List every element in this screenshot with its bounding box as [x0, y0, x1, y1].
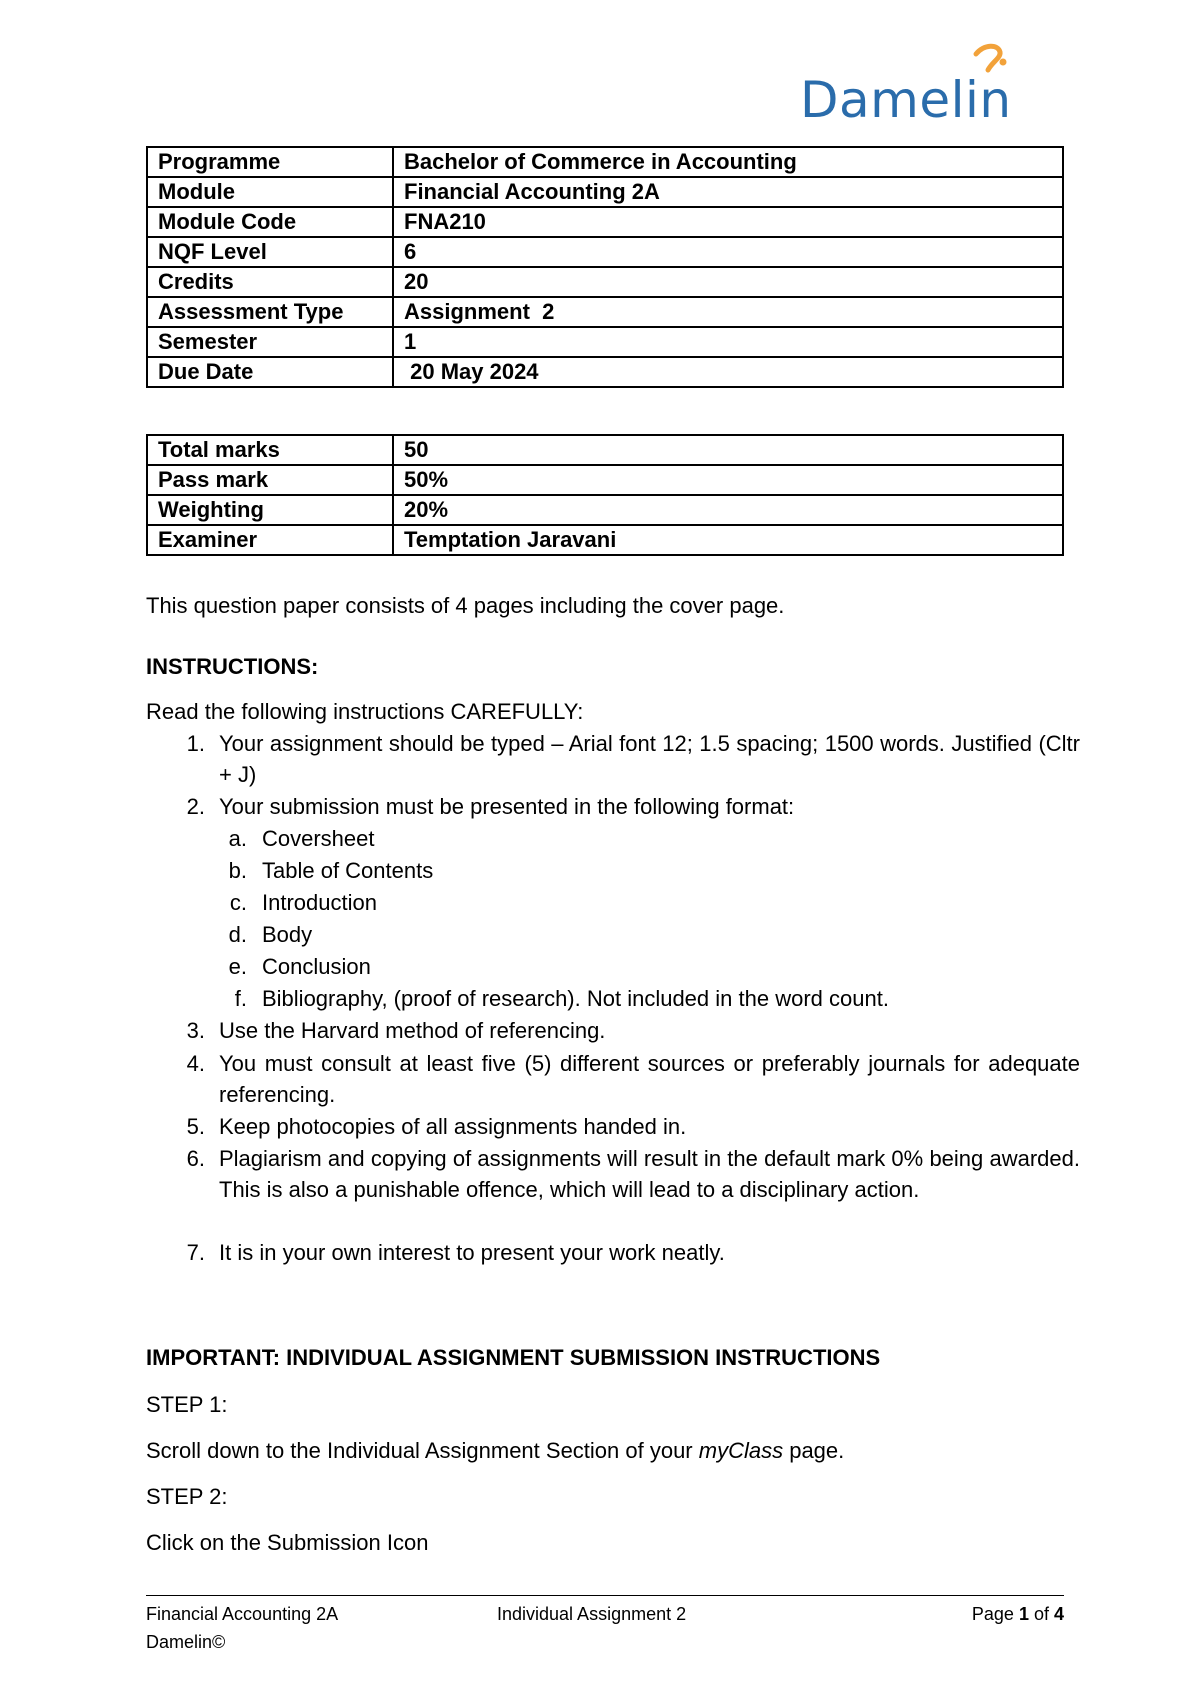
step-1-text: [146, 1436, 844, 1466]
table-row: [147, 237, 1063, 267]
table-value: Financial Accounting 2A: [393, 177, 1063, 207]
table-key: Programme: [147, 147, 393, 177]
submission-heading: IMPORTANT: INDIVIDUAL ASSIGNMENT SUBMISSION INSTRUCTIONS: [146, 1345, 881, 1370]
table-value: 20: [393, 267, 1063, 297]
table-value: Bachelor of Commerce in Accounting: [393, 147, 1063, 177]
table-row: [147, 207, 1063, 237]
step-1-label: STEP 1:: [146, 1392, 228, 1417]
list-item: It is in your own interest to present your work neatly.: [219, 1240, 725, 1265]
sub-list-item: Introduction: [262, 890, 377, 915]
table-value: 20 May 2024: [393, 357, 1063, 387]
sub-list-letter: b.: [228, 858, 247, 883]
table-value: FNA210: [393, 207, 1063, 237]
list-item: Your assignment should be typed – Arial font 12; 1.5 spacing; 1500 words. Justified (Cltr + J): [219, 731, 1080, 787]
table-value: 6: [393, 237, 1063, 267]
step-1-text-end: page.: [783, 1438, 845, 1463]
list-number: 1.: [186, 731, 205, 756]
table-value: 1: [393, 327, 1063, 357]
table-key: Credits: [147, 267, 393, 297]
table-key: Module: [147, 177, 393, 207]
myclass-term: myClass: [698, 1438, 784, 1463]
step-1-text-start: Scroll down to the Individual Assignment Section of your: [146, 1438, 699, 1463]
table-value: 20%: [393, 495, 1063, 525]
table-key: Module Code: [147, 207, 393, 237]
page-total: 4: [1053, 1604, 1064, 1624]
table-value: 50%: [393, 465, 1063, 495]
sub-list-item: Body: [262, 922, 313, 947]
table-row: [147, 267, 1063, 297]
table-key: Semester: [147, 327, 393, 357]
list-number: 4.: [186, 1051, 205, 1076]
sub-list-item: Table of Contents: [262, 858, 434, 883]
instructions-heading: INSTRUCTIONS:: [146, 654, 319, 679]
list-item: Your submission must be presented in the following format:: [219, 794, 795, 819]
marks-table: [146, 434, 1064, 556]
footer-assignment: Individual Assignment 2: [497, 1604, 687, 1624]
table-key: NQF Level: [147, 237, 393, 267]
list-item: Plagiarism and copying of assignments will result in the default mark 0% being awarded. This is also a punishable offence, which will lead to a disciplinary action.: [219, 1146, 1080, 1202]
table-key: Assessment Type: [147, 297, 393, 327]
table-key: Due Date: [147, 357, 393, 387]
footer-copyright: Damelin©: [146, 1632, 226, 1652]
sub-list-letter: d.: [228, 922, 247, 947]
page-current: 1: [1018, 1604, 1029, 1624]
page-prefix: Page: [971, 1604, 1019, 1624]
list-number: 2.: [186, 794, 205, 819]
table-row: [147, 495, 1063, 525]
step-2-label: STEP 2:: [146, 1484, 228, 1509]
table-key: Examiner: [147, 525, 393, 555]
sub-list-letter: e.: [228, 954, 247, 979]
table-key: Weighting: [147, 495, 393, 525]
sub-list-item: Coversheet: [262, 826, 375, 851]
module-info-table: [146, 146, 1064, 388]
footer-divider: [146, 1595, 1064, 1596]
list-item: Use the Harvard method of referencing.: [219, 1018, 606, 1043]
damelin-logo: [800, 40, 1040, 130]
sub-list-item: Bibliography, (proof of research). Not included in the word count.: [262, 986, 889, 1011]
table-value: Assignment 2: [393, 297, 1063, 327]
table-row: [147, 327, 1063, 357]
table-row: [147, 177, 1063, 207]
table-row: [147, 297, 1063, 327]
table-row: [147, 435, 1063, 465]
step-2-text: Click on the Submission Icon: [146, 1530, 429, 1555]
table-row: [147, 147, 1063, 177]
table-row: [147, 357, 1063, 387]
table-value: Temptation Jaravani: [393, 525, 1063, 555]
page-of: of: [1028, 1604, 1054, 1624]
table-row: [147, 525, 1063, 555]
page-count-note: This question paper consists of 4 pages including the cover page.: [146, 593, 785, 618]
sub-list-letter: f.: [234, 986, 247, 1011]
table-row: [147, 465, 1063, 495]
table-key: Total marks: [147, 435, 393, 465]
list-item: Keep photocopies of all assignments handed in.: [219, 1114, 687, 1139]
list-number: 7.: [186, 1240, 205, 1265]
instructions-intro: Read the following instructions CAREFULLY:: [146, 699, 584, 724]
table-value: 50: [393, 435, 1063, 465]
sub-list-letter: a.: [228, 826, 247, 851]
sub-list-item: Conclusion: [262, 954, 371, 979]
sub-list-letter: c.: [229, 890, 247, 915]
logo-wordmark: Damelin: [800, 71, 1012, 129]
footer-module: Financial Accounting 2A: [146, 1604, 339, 1624]
list-number: 5.: [186, 1114, 205, 1139]
list-item: You must consult at least five (5) different sources or preferably journals for adequate referencing.: [219, 1051, 1080, 1107]
list-number: 6.: [186, 1146, 205, 1171]
footer-page-number: [972, 1603, 1064, 1625]
table-key: Pass mark: [147, 465, 393, 495]
list-number: 3.: [186, 1018, 205, 1043]
